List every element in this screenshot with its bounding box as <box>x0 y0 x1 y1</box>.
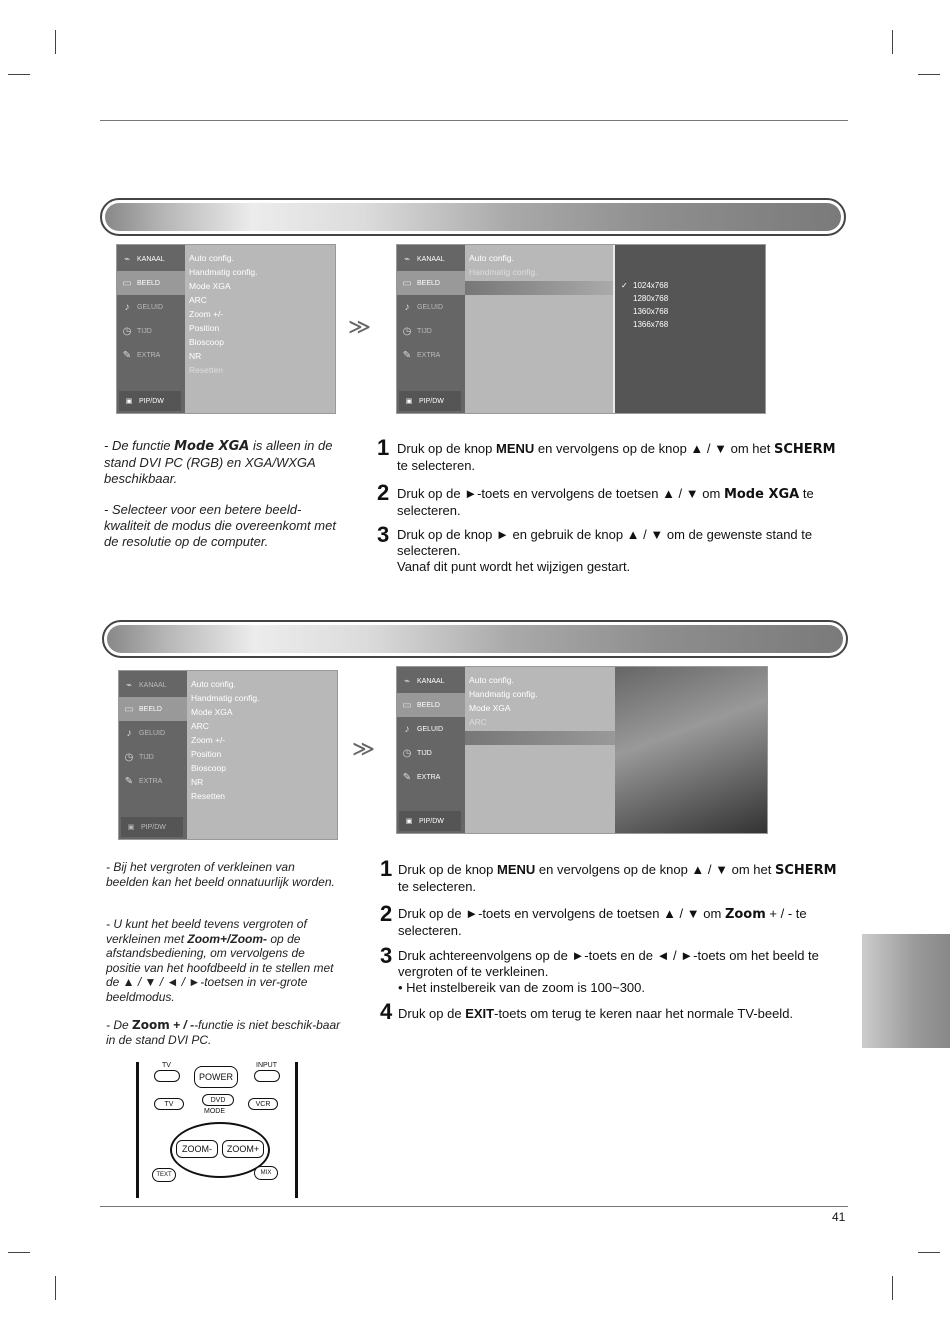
zoom-plus-button: ZOOM+ <box>222 1140 264 1158</box>
crop-mark <box>892 1276 893 1300</box>
osd-option: Handmatig config. <box>469 689 538 699</box>
osd-option: Auto config. <box>469 253 514 263</box>
section-header-bar <box>100 198 846 236</box>
crop-mark <box>55 1276 56 1300</box>
osd-option: Handmatig config. <box>189 267 258 277</box>
osd-pip-item: ▣ PIP/DW <box>121 817 183 837</box>
note: - De functie Mode XGA is alleen in de stand DVI PC (RGB) en XGA/WXGA beschikbaar. <box>104 438 333 486</box>
step-number: 1 <box>377 435 390 460</box>
zoom-minus-button: ZOOM- <box>176 1140 218 1158</box>
osd-option: ARC <box>469 717 487 727</box>
mix-button: MIX <box>254 1166 278 1180</box>
osd-sidebar-item: ▭ BEELD <box>117 271 185 295</box>
step-number: 4 <box>380 999 393 1024</box>
osd-option: Resetten <box>189 365 224 375</box>
osd-option: Bioscoop <box>189 337 224 347</box>
osd-options-panel <box>185 245 335 413</box>
step-number: 2 <box>377 480 390 505</box>
osd-sidebar-item: ⌁ KANAAL <box>119 673 187 697</box>
clock-icon: ◷ <box>402 325 412 337</box>
tv-mode-button: TV <box>154 1098 184 1110</box>
wrench-icon: ✎ <box>402 349 412 361</box>
text-button: TEXT <box>152 1168 176 1182</box>
osd-option: Mode XGA <box>191 707 233 717</box>
osd-sidebar <box>119 671 187 839</box>
step-number: 3 <box>380 943 393 968</box>
clock-icon: ◷ <box>124 751 134 763</box>
arrow-icon: ≫ <box>352 736 376 761</box>
osd-option: Handmatig config. <box>191 693 260 703</box>
osd-option: Mode XGA <box>189 281 231 291</box>
osd-sidebar-item: ♪ GELUID <box>397 717 465 741</box>
wrench-icon: ✎ <box>402 771 412 783</box>
antenna-icon: ⌁ <box>403 253 411 265</box>
speaker-icon: ♪ <box>126 727 132 739</box>
screen-icon: ▭ <box>402 699 412 711</box>
osd-pip-item: ▣ PIP/DW <box>399 391 461 411</box>
osd-option: Resetten <box>191 791 226 801</box>
page-number: 41 <box>832 1210 846 1224</box>
remote-control-illustration <box>136 1062 298 1198</box>
pip-icon: ▣ <box>405 818 413 825</box>
remote-label: TV <box>162 1062 171 1069</box>
osd-option: Auto config. <box>191 679 236 689</box>
speaker-icon: ♪ <box>404 723 410 735</box>
step-text: Druk op de knop ► en gebruik de knop ▲ / ▼ om de gewenste stand te selecteren. Vanaf dit punt wordt het wijzigen gestart. <box>397 527 813 574</box>
step-text: Druk achtereenvolgens op de ►-toets en de ◄ / ►-toets om het beeld te vergroten of te verkleinen. • Het instelbereik van de zoom is 100~300. <box>398 948 819 995</box>
osd-menu-screen <box>396 666 768 834</box>
check-icon: ✓ <box>621 281 628 290</box>
step-text: Druk op de EXIT-toets om terug te keren naar het normale TV-beeld. <box>398 1006 794 1021</box>
pip-icon: ▣ <box>127 824 135 831</box>
osd-option: ARC <box>191 721 209 731</box>
osd-sidebar-item: ♪ GELUID <box>397 295 465 319</box>
resolution-option: 1366x768 <box>633 320 669 329</box>
osd-sidebar <box>117 245 185 413</box>
osd-option: Zoom +/- <box>189 309 224 319</box>
osd-sidebar-item: ◷ TIJD <box>119 745 187 769</box>
osd-option: Handmatig config. <box>469 267 538 277</box>
section-header-bar <box>102 620 848 658</box>
osd-option: Position <box>191 749 222 759</box>
note: - Selecteer voor een betere beeld-kwaliteit de modus die overeenkomt met de resolutie op de computer. <box>104 502 336 549</box>
osd-sidebar-item: ▭ BEELD <box>119 697 187 721</box>
step-number: 2 <box>380 901 393 926</box>
osd-option: Auto config. <box>189 253 234 263</box>
remote-edge <box>136 1062 139 1198</box>
zoom-preview <box>615 667 767 833</box>
bottom-rule <box>100 1206 848 1207</box>
clock-icon: ◷ <box>122 325 132 337</box>
remote-edge <box>295 1062 298 1198</box>
osd-options-panel <box>187 671 337 839</box>
antenna-icon: ⌁ <box>125 679 133 691</box>
osd-sidebar-item: ✎ EXTRA <box>397 765 465 789</box>
speaker-icon: ♪ <box>404 301 410 313</box>
pip-icon: ▣ <box>405 398 413 405</box>
wrench-icon: ✎ <box>122 349 132 361</box>
osd-option: NR <box>191 777 204 787</box>
crop-mark <box>918 1252 940 1253</box>
step-number: 3 <box>377 522 390 547</box>
osd-option: ARC <box>189 295 207 305</box>
clock-icon: ◷ <box>402 747 412 759</box>
dvd-mode-button: DVD <box>202 1094 234 1106</box>
remote-label: INPUT <box>256 1062 277 1069</box>
crop-mark <box>55 30 56 54</box>
osd-option: Bioscoop <box>191 763 226 773</box>
step-number: 1 <box>380 856 393 881</box>
osd-option: Position <box>189 323 220 333</box>
crop-mark <box>918 74 940 75</box>
osd-pip-item: ▣ PIP/DW <box>119 391 181 411</box>
osd-menu-screen <box>396 244 766 414</box>
note: - U kunt het beeld tevens vergroten of verkleinen met Zoom+/Zoom- op de afstandsbediening, om vervolgens de positie van het hoofdbeeld in te stellen met de ▲ / ▼ / ◄ / ►-toetsen in ver-grote beeldmodus. <box>106 917 334 1004</box>
osd-sidebar-item: ✎ EXTRA <box>119 769 187 793</box>
osd-sidebar-item: ◷ TIJD <box>397 741 465 765</box>
chapter-tab <box>862 934 950 1048</box>
highlight-bar <box>465 731 615 745</box>
osd-sidebar-item: ⌁ KANAAL <box>397 247 465 271</box>
resolution-submenu <box>615 245 765 413</box>
note: - Bij het vergroten of verkleinen van beelden kan het beeld onnatuurlijk worden. <box>106 860 335 889</box>
step-text: Druk op de knop MENU en vervolgens op de knop ▲ / ▼ om het SCHERM te selecteren. <box>397 441 836 473</box>
osd-sidebar-item: ⌁ KANAAL <box>397 669 465 693</box>
power-button: POWER <box>194 1066 238 1088</box>
screen-icon: ▭ <box>402 277 412 289</box>
crop-mark <box>8 1252 30 1253</box>
osd-option: Auto config. <box>469 675 514 685</box>
crop-mark <box>8 74 30 75</box>
step-text: Druk op de ►-toets en vervolgens de toetsen ▲ / ▼ om Mode XGA te selecteren. <box>397 486 814 518</box>
screen-icon: ▭ <box>122 277 132 289</box>
step-text: Druk op de knop MENU en vervolgens op de knop ▲ / ▼ om het SCHERM te selecteren. <box>398 862 837 894</box>
osd-sidebar-item: ▭ BEELD <box>397 271 465 295</box>
osd-sidebar-item: ◷ TIJD <box>117 319 185 343</box>
tv-button <box>154 1070 180 1082</box>
screen-icon: ▭ <box>124 703 134 715</box>
antenna-icon: ⌁ <box>123 253 131 265</box>
antenna-icon: ⌁ <box>403 675 411 687</box>
osd-options-panel <box>465 245 613 413</box>
osd-option: NR <box>189 351 202 361</box>
osd-sidebar <box>397 667 465 833</box>
osd-sidebar-item: ✎ EXTRA <box>117 343 185 367</box>
pip-icon: ▣ <box>125 398 133 405</box>
resolution-option: 1024x768 <box>633 281 669 290</box>
wrench-icon: ✎ <box>124 775 134 787</box>
vcr-mode-button: VCR <box>248 1098 278 1110</box>
osd-sidebar-item: ✎ EXTRA <box>397 343 465 367</box>
input-button <box>254 1070 280 1082</box>
note: - De Zoom + / --functie is niet beschik-baar in de stand DVI PC. <box>106 1018 341 1047</box>
osd-menu-screen <box>116 244 336 414</box>
osd-sidebar-item: ◷ TIJD <box>397 319 465 343</box>
arrow-icon: ≫ <box>348 314 372 339</box>
osd-sidebar-item: ♪ GELUID <box>119 721 187 745</box>
osd-pip-item: ▣ PIP/DW <box>399 811 461 831</box>
resolution-option: 1280x768 <box>633 294 669 303</box>
osd-sidebar-item: ▭ BEELD <box>397 693 465 717</box>
osd-menu-screen <box>118 670 338 840</box>
step-text: Druk op de ►-toets en vervolgens de toetsen ▲ / ▼ om Zoom + / - te selecteren. <box>398 906 807 938</box>
osd-sidebar-item: ♪ GELUID <box>117 295 185 319</box>
osd-option: Zoom +/- <box>191 735 226 745</box>
osd-sidebar-item: ⌁ KANAAL <box>117 247 185 271</box>
resolution-option: 1360x768 <box>633 307 669 316</box>
osd-options-panel <box>465 667 615 833</box>
osd-option: Mode XGA <box>469 703 511 713</box>
speaker-icon: ♪ <box>124 301 130 313</box>
osd-sidebar <box>397 245 465 413</box>
remote-label: MODE <box>204 1108 225 1115</box>
highlight-bar <box>465 281 613 295</box>
crop-mark <box>892 30 893 54</box>
top-rule <box>100 120 848 121</box>
